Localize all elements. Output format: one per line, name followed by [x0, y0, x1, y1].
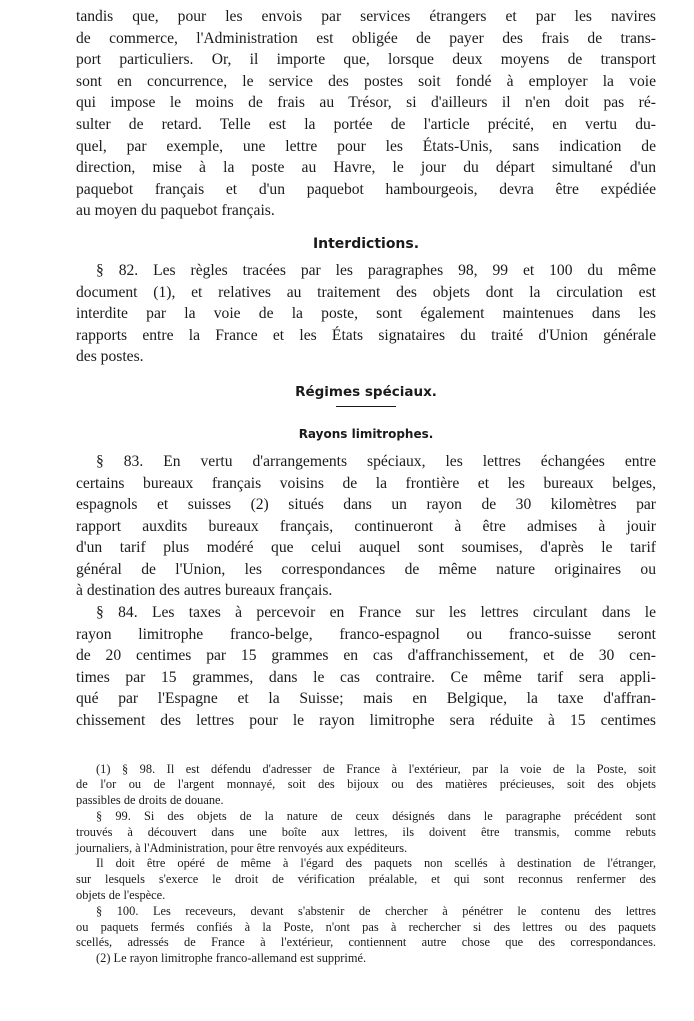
text-line: § 82. Les règles tracées par les paragraphes 98, 99 et 100 du même — [96, 261, 656, 279]
text-line: § 83. En vertu d'arrangements spéciaux, les lettres échangées entre — [96, 452, 656, 470]
footnotes — [76, 762, 656, 967]
text-line: de 20 centimes par 15 grammes en cas d'affranchissement, et de 30 cen- — [76, 647, 656, 665]
text-line: général de l'Union, les correspondances de même nature originaires ou — [76, 560, 656, 578]
footnote-line: trouvés à découvert dans une boîte aux lettres, ils doivent être transmis, comme rebuts — [76, 824, 656, 839]
footnote-line: (1) § 98. Il est défendu d'adresser de France à l'extérieur, par la voie de la Poste, soit — [96, 761, 656, 776]
text-line: d'un tarif plus modéré que celui auquel sont soumises, d'après le tarif — [76, 539, 656, 557]
footnote-100 — [76, 904, 656, 951]
text-line: certains bureaux français voisins de la frontière et les bureaux belges, — [76, 474, 656, 492]
text-line: chissement des lettres pour le rayon limitrophe sera réduite à 15 centimes — [76, 712, 656, 730]
footnote-line: sur lesquels s'exerce le droit de vérification préalable, et qui sont reconnus renfermer des — [76, 872, 656, 887]
footnote-line: § 99. Si des objets de la nature de ceux désignés dans le paragraphe précédent sont — [96, 809, 656, 824]
footnote-line: scellés, adressés de France à l'extérieur, contiennent autre chose que des correspondances. — [76, 935, 656, 950]
text-line: § 84. Les taxes à percevoir en France sur les lettres circulant dans le — [96, 604, 656, 622]
text-line: de commerce, l'Administration est obligée de payer des frais de trans- — [76, 29, 656, 47]
footnote-1 — [76, 762, 656, 809]
top-paragraph — [76, 6, 656, 222]
text-line: espagnols et suisses (2) situés dans un rayon de 30 kilomètres par — [76, 496, 656, 514]
section-divider — [336, 406, 396, 407]
footnote-line: Il doit être opéré de même à l'égard des paquets non scellés à destination de l'étranger, — [96, 856, 656, 871]
text-line: paquebot français et d'un paquebot hambourgeois, devra être expédiée — [76, 180, 656, 198]
heading-rayons-limitrophes: Rayons limitrophes. — [298, 426, 434, 441]
paragraph-82 — [76, 260, 656, 368]
text-line: des postes. — [76, 348, 144, 366]
text-line: qué par l'Espagne et la Suisse; mais en Belgique, la taxe d'affran- — [76, 690, 656, 708]
text-line: quel, par exemple, une lettre pour les États-Unis, sans indication de — [76, 137, 656, 155]
text-line: port particuliers. Or, il importe que, lorsque deux moyens de transport — [76, 51, 656, 69]
heading-interdictions: Interdictions. — [312, 235, 420, 252]
text-line: sulter de retard. Telle est la portée de l'article précité, en vertu du- — [76, 115, 656, 133]
text-line: document (1), et relatives au traitement des objets dont la circulation est — [76, 283, 656, 301]
text-line: direction, mise à la poste au Havre, le jour du départ simultané d'un — [76, 159, 656, 177]
footnote-99-continued — [76, 856, 656, 903]
text-line: tandis que, pour les envois par services étrangers et par les navires — [76, 8, 656, 25]
footnote-line: (2) Le rayon limitrophe franco-allemand est supprimé. — [96, 951, 367, 966]
heading-regimes-speciaux: Régimes spéciaux. — [295, 383, 437, 400]
text-line: interdite par la voie de la poste, sont également maintenues dans les — [76, 305, 656, 323]
footnote-2 — [76, 951, 656, 967]
footnote-line: objets de l'espèce. — [76, 888, 166, 902]
paragraph-83 — [76, 451, 656, 602]
footnote-line: § 100. Les receveurs, devant s'abstenir de chercher à pénétrer le contenu des lettres — [96, 903, 656, 918]
footnote-line: ou paquets fermés confiés à la Poste, n'ont pas à rechercher si des lettres ou des paquets — [76, 919, 656, 934]
text-line: rapports entre la France et les États signataires du traité d'Union générale — [76, 326, 656, 344]
footnote-line: de l'or ou de l'argent monnayé, soit des bijoux ou des matières précieuses, soit des objets — [76, 777, 656, 792]
text-line: au moyen du paquebot français. — [76, 202, 275, 220]
text-line: times par 15 grammes, dans le cas contraire. Ce même tarif sera appli- — [76, 668, 656, 686]
text-line: à destination des autres bureaux français. — [76, 582, 333, 600]
text-line: qui impose le moins de frais au Trésor, si d'ailleurs il n'en doit pas ré- — [76, 94, 656, 112]
footnote-line: passibles de droits de douane. — [76, 793, 224, 808]
footnote-line: journaliers, à l'Administration, pour être renvoyés aux expéditeurs. — [76, 840, 408, 855]
footnote-99 — [76, 809, 656, 856]
text-line: rayon limitrophe franco-belge, franco-espagnol ou franco-suisse seront — [76, 625, 656, 643]
text-line: rapport auxdits bureaux français, continueront à être admises à jouir — [76, 517, 656, 535]
text-line: sont en concurrence, le service des postes soit fondé à employer la voie — [76, 72, 656, 90]
paragraph-84 — [76, 602, 656, 732]
